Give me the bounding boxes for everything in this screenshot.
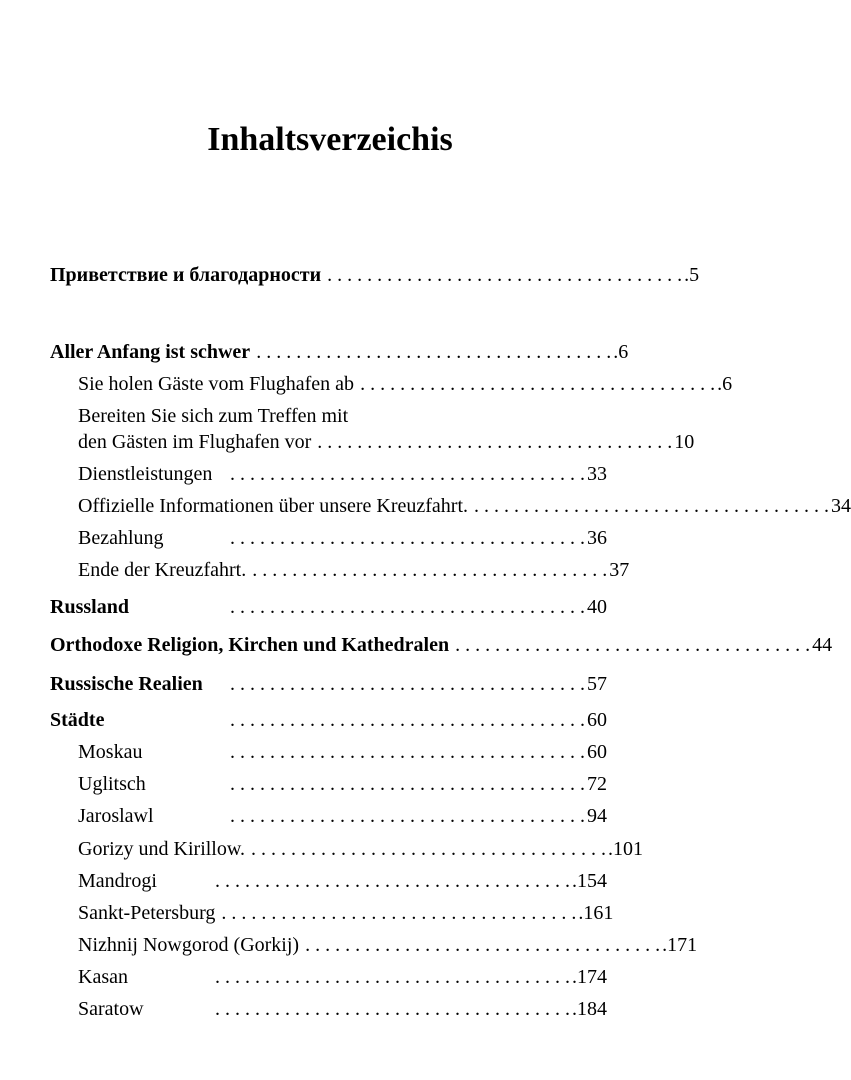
toc-entry[interactable] [50,708,607,732]
leader-dots: . . . . . . . . . . . . . . . . . . . . . . . . . . . . . . . . . . . . [230,596,585,618]
leader-dots: . . . . . . . . . . . . . . . . . . . . . . . . . . . . . . . . . . . . [474,495,830,517]
leader-dots: . . . . . . . . . . . . . . . . . . . . . . . . . . . . . . . . . . . . [230,527,585,549]
toc-entry-label: Gorizy und Kirillow. [78,838,246,860]
toc-entry[interactable] [78,837,644,861]
toc-entry[interactable] [78,494,851,518]
leader-dots: . . . . . . . . . . . . . . . . . . . . . . . . . . . . . . . . . . . . [230,741,585,763]
toc-entry-label: Ende der Kreuzfahrt. [78,559,247,581]
leader-dots: . . . . . . . . . . . . . . . . . . . . . . . . . . . . . . . . . . . . [455,634,811,656]
toc-entry[interactable] [50,263,700,287]
toc-entry[interactable] [78,901,614,925]
leader-dots: . . . . . . . . . . . . . . . . . . . . . . . . . . . . . . . . . . . . [317,431,673,453]
toc-entry-label: Russland [50,596,129,618]
toc-page-number: .171 [662,934,698,956]
toc-page-number: .6 [717,373,733,395]
toc-page-number: .174 [572,966,607,988]
leader-dots: . . . . . . . . . . . . . . . . . . . . . . . . . . . . . . . . . . . . [230,773,585,795]
toc-page-number: 34 [831,495,851,517]
leader-dots: . . . . . . . . . . . . . . . . . . . . . . . . . . . . . . . . . . . . [221,902,577,924]
leader-dots: . . . . . . . . . . . . . . . . . . . . . . . . . . . . . . . . . . . . [230,805,585,827]
toc-entry[interactable] [78,740,607,764]
leader-dots: . . . . . . . . . . . . . . . . . . . . . . . . . . . . . . . . . . . . [252,559,608,581]
toc-entry-label: Sie holen Gäste vom Flughafen ab [78,373,355,395]
toc-entry-label: Uglitsch [78,773,146,795]
leader-dots: . . . . . . . . . . . . . . . . . . . . . . . . . . . . . . . . . . . . [251,838,607,860]
leader-dots: . . . . . . . . . . . . . . . . . . . . . . . . . . . . . . . . . . . . [305,934,661,956]
leader-dots: . . . . . . . . . . . . . . . . . . . . . . . . . . . . . . . . . . . . [215,998,570,1020]
toc-entry[interactable] [50,595,607,619]
toc-entry-label: Jaroslawl [78,805,154,827]
toc-entry[interactable] [78,462,607,486]
toc-page-number: 72 [587,773,607,795]
toc-page-number: .184 [572,998,607,1020]
toc-entry-label: Приветствие и благодарности [50,264,322,286]
toc-page-number: 60 [587,741,607,763]
toc-entry[interactable] [50,340,629,364]
leader-dots: . . . . . . . . . . . . . . . . . . . . . . . . . . . . . . . . . . . . [215,870,570,892]
toc-entry-label: Russische Realien [50,673,203,695]
toc-entry[interactable] [78,372,733,396]
toc-page-number: .101 [608,838,644,860]
toc-page-number: 60 [587,709,607,731]
toc-page-number: 40 [587,596,607,618]
toc-entry[interactable] [50,672,607,696]
leader-dots: . . . . . . . . . . . . . . . . . . . . . . . . . . . . . . . . . . . . [327,264,683,286]
toc-entry-label: Saratow [78,998,144,1020]
toc-entry-label: Mandrogi [78,870,157,892]
leader-dots: . . . . . . . . . . . . . . . . . . . . . . . . . . . . . . . . . . . . [230,709,585,731]
toc-entry-label: Offizielle Informationen über unsere Kreuzfahrt. [78,495,469,517]
leader-dots: . . . . . . . . . . . . . . . . . . . . . . . . . . . . . . . . . . . . [360,373,716,395]
toc-entry[interactable] [78,869,607,893]
toc-entry[interactable] [78,558,630,582]
toc-entry-label: Sankt-Petersburg [78,902,216,924]
leader-dots: . . . . . . . . . . . . . . . . . . . . . . . . . . . . . . . . . . . . [230,463,585,485]
toc-page-number: 44 [812,634,833,656]
toc-entry[interactable] [78,526,607,550]
toc-entry-label: den Gästen im Flughafen vor [78,431,312,453]
toc-entry-label: Dienstleistungen [78,463,213,485]
page-title: Inhaltsverzeichis [207,121,453,158]
toc-page-number: 36 [587,527,607,549]
leader-dots: . . . . . . . . . . . . . . . . . . . . . . . . . . . . . . . . . . . . [230,673,585,695]
toc-page-number: .6 [613,341,629,363]
leader-dots: . . . . . . . . . . . . . . . . . . . . . . . . . . . . . . . . . . . . [215,966,570,988]
toc-entry[interactable] [78,772,607,796]
toc-entry-first-line[interactable] [78,404,607,428]
toc-entry[interactable] [50,633,833,657]
toc-page-number: 10 [674,431,695,453]
toc-entry-label-line1: Bereiten Sie sich zum Treffen mit [78,405,349,427]
toc-entry-label: Moskau [78,741,143,763]
toc-entry[interactable] [78,997,607,1021]
toc-page-number: 57 [587,673,607,695]
toc-page-number: .5 [684,264,700,286]
toc-entry[interactable] [78,804,607,828]
toc-page-number: 94 [587,805,607,827]
leader-dots: . . . . . . . . . . . . . . . . . . . . . . . . . . . . . . . . . . . . [256,341,612,363]
toc-entry-label: Bezahlung [78,527,164,549]
toc-page-number: .161 [578,902,614,924]
toc-entry-label: Städte [50,709,105,731]
toc-entry-label: Aller Anfang ist schwer [50,341,251,363]
toc-entry-label: Nizhnij Nowgorod (Gorkij) [78,934,300,956]
toc-page-number: 33 [587,463,607,485]
toc-page-number: .154 [572,870,607,892]
toc-entry-label: Kasan [78,966,128,988]
toc-entry[interactable] [78,933,698,957]
toc-entry-label: Orthodoxe Religion, Kirchen und Kathedralen [50,634,450,656]
toc-entry[interactable] [78,965,607,989]
toc-page-number: 37 [609,559,630,581]
toc-entry[interactable] [78,430,695,454]
